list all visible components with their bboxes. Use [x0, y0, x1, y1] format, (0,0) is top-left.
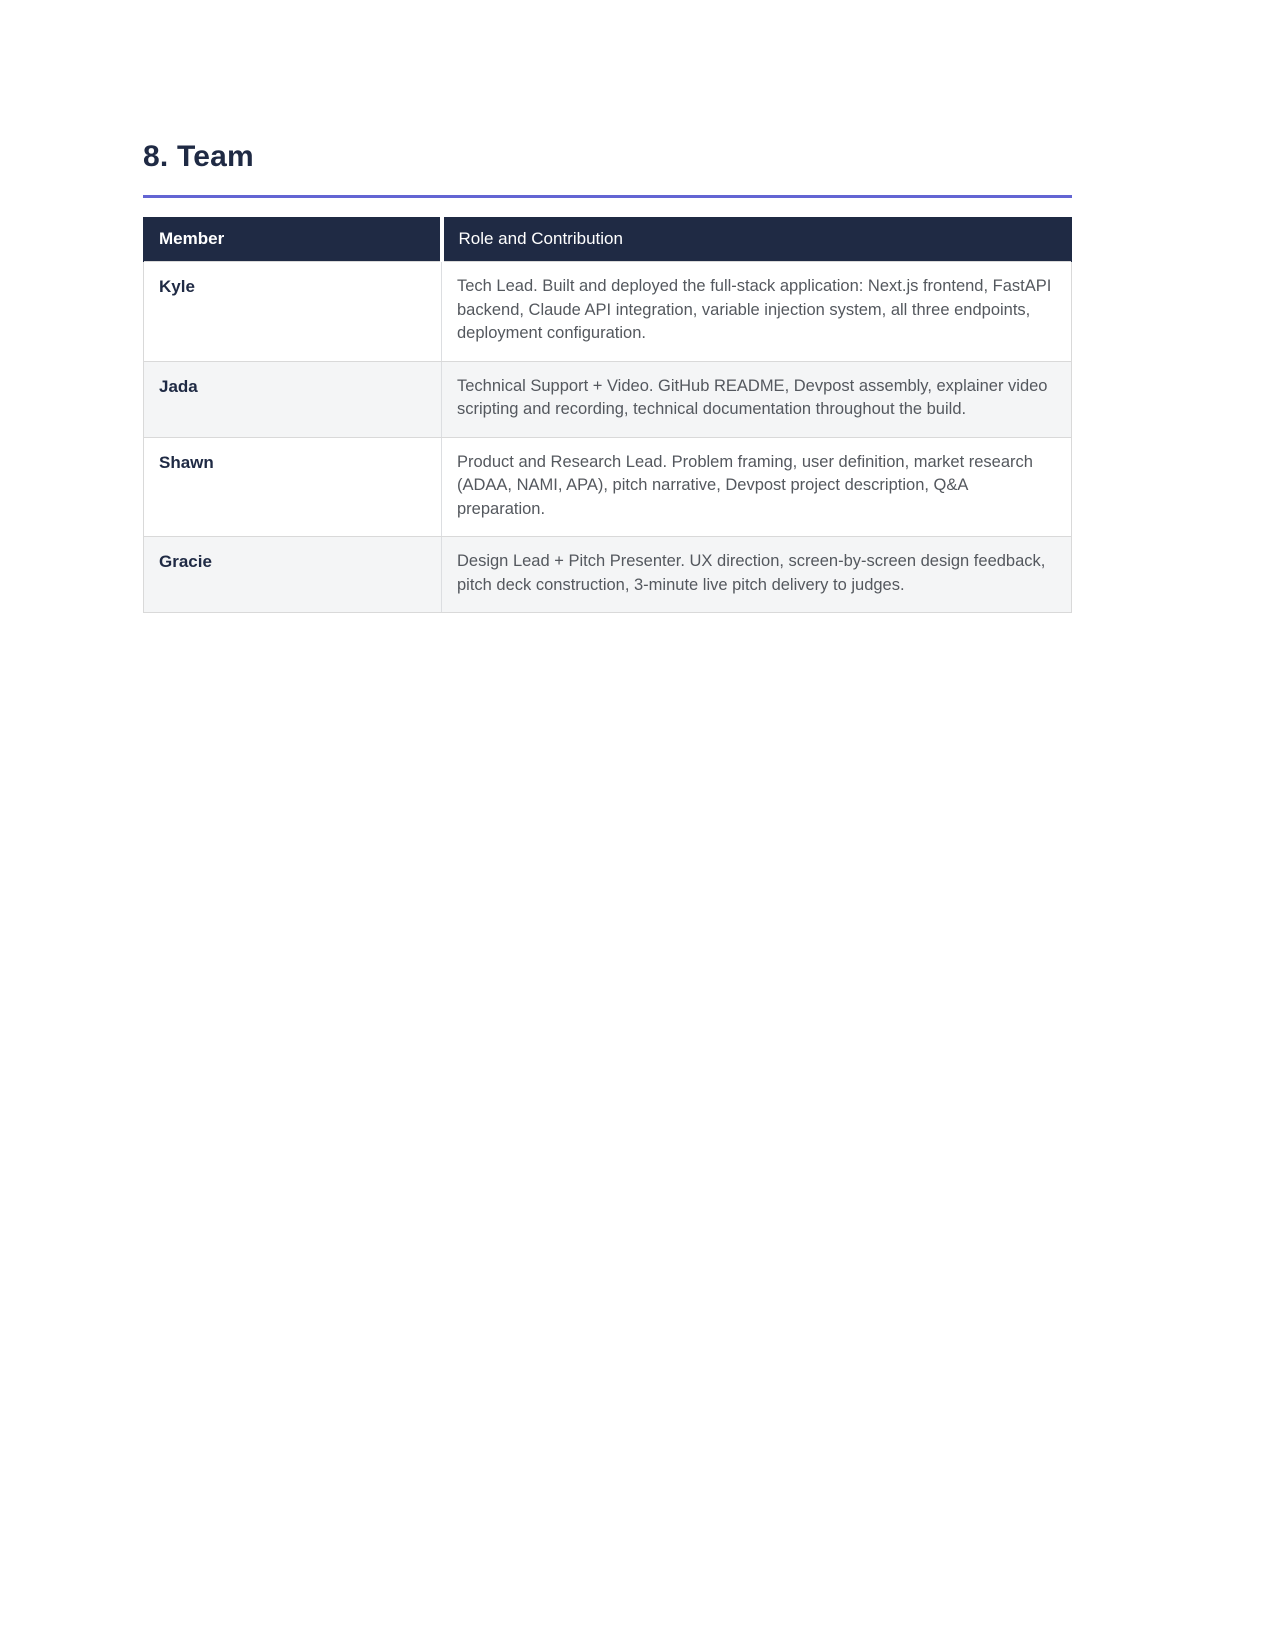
team-table-header [144, 218, 1072, 262]
document-page-content [143, 140, 1072, 613]
team-table-body [144, 262, 1072, 613]
member-name-cell: Kyle [144, 262, 442, 362]
member-name-cell: Gracie [144, 537, 442, 613]
role-contribution-cell: Tech Lead. Built and deployed the full-stack application: Next.js frontend, FastAPI backend, Claude API integration, variable injection system, all three endpoints, deployment configuration. [442, 262, 1072, 362]
table-row [144, 361, 1072, 437]
role-contribution-cell: Technical Support + Video. GitHub README, Devpost assembly, explainer video scripting and recording, technical documentation throughout the build. [442, 361, 1072, 437]
header-row [144, 218, 1072, 262]
column-header-role: Role and Contribution [442, 218, 1072, 262]
table-row [144, 537, 1072, 613]
table-row [144, 437, 1072, 537]
heading-divider [143, 195, 1072, 198]
role-contribution-cell: Product and Research Lead. Problem framing, user definition, market research (ADAA, NAMI, APA), pitch narrative, Devpost project description, Q&A preparation. [442, 437, 1072, 537]
column-header-member: Member [144, 218, 442, 262]
member-name-cell: Jada [144, 361, 442, 437]
member-name-cell: Shawn [144, 437, 442, 537]
page-title: 8. Team [143, 140, 254, 173]
table-row [144, 262, 1072, 362]
role-contribution-cell: Design Lead + Pitch Presenter. UX direction, screen-by-screen design feedback, pitch deck construction, 3-minute live pitch delivery to judges. [442, 537, 1072, 613]
team-table [143, 217, 1072, 613]
